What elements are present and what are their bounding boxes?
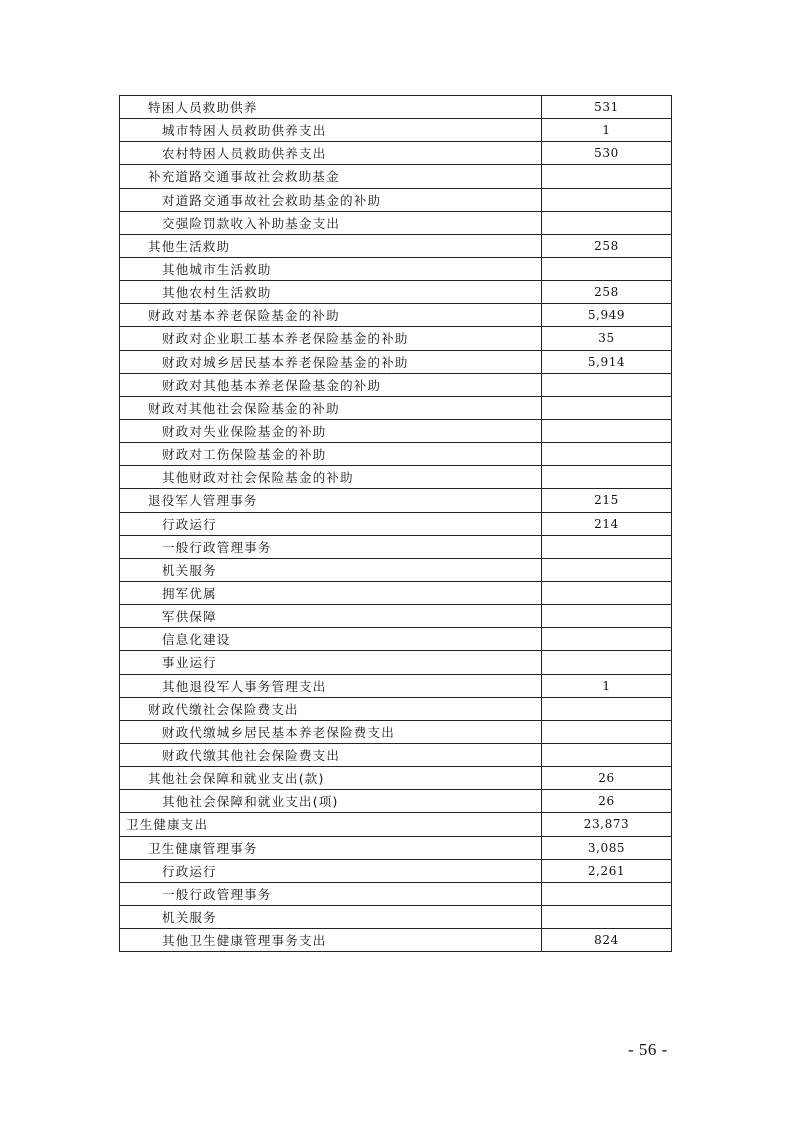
- table-row: [120, 790, 672, 813]
- item-name-cell: 事业运行: [120, 651, 542, 674]
- item-name-cell: 机关服务: [120, 558, 542, 581]
- table-row: [120, 605, 672, 628]
- amount-cell: 824: [542, 929, 672, 952]
- amount-cell: 1: [542, 674, 672, 697]
- amount-cell: [542, 396, 672, 419]
- table-row: [120, 767, 672, 790]
- item-name-cell: 信息化建设: [120, 628, 542, 651]
- item-name-cell: 财政对企业职工基本养老保险基金的补助: [120, 327, 542, 350]
- item-name-cell: 财政对基本养老保险基金的补助: [120, 304, 542, 327]
- item-name-cell: 补充道路交通事故社会救助基金: [120, 165, 542, 188]
- table-row: [120, 466, 672, 489]
- amount-cell: [542, 882, 672, 905]
- table-row: [120, 211, 672, 234]
- table-row: [120, 813, 672, 836]
- item-name-cell: 其他卫生健康管理事务支出: [120, 929, 542, 952]
- amount-cell: 214: [542, 512, 672, 535]
- table-row: [120, 142, 672, 165]
- item-name-cell: 财政对其他基本养老保险基金的补助: [120, 373, 542, 396]
- item-name-cell: 财政对城乡居民基本养老保险基金的补助: [120, 350, 542, 373]
- amount-cell: 1: [542, 119, 672, 142]
- item-name-cell: 财政代缴城乡居民基本养老保险费支出: [120, 720, 542, 743]
- table-row: [120, 905, 672, 928]
- item-name-cell: 拥军优属: [120, 581, 542, 604]
- amount-cell: 26: [542, 790, 672, 813]
- amount-cell: 258: [542, 281, 672, 304]
- table-row: [120, 929, 672, 952]
- amount-cell: [542, 743, 672, 766]
- table-row: [120, 581, 672, 604]
- table-row: [120, 882, 672, 905]
- amount-cell: [542, 419, 672, 442]
- amount-cell: 258: [542, 234, 672, 257]
- amount-cell: [542, 558, 672, 581]
- item-name-cell: 财政代缴社会保险费支出: [120, 697, 542, 720]
- table-row: [120, 188, 672, 211]
- item-name-cell: 退役军人管理事务: [120, 489, 542, 512]
- item-name-cell: 农村特困人员救助供养支出: [120, 142, 542, 165]
- table-row: [120, 489, 672, 512]
- item-name-cell: 财政对其他社会保险基金的补助: [120, 396, 542, 419]
- amount-cell: [542, 905, 672, 928]
- item-name-cell: 其他退役军人事务管理支出: [120, 674, 542, 697]
- item-name-cell: 机关服务: [120, 905, 542, 928]
- item-name-cell: 财政对工伤保险基金的补助: [120, 443, 542, 466]
- table-row: [120, 720, 672, 743]
- item-name-cell: 财政代缴其他社会保险费支出: [120, 743, 542, 766]
- amount-cell: [542, 188, 672, 211]
- item-name-cell: 城市特困人员救助供养支出: [120, 119, 542, 142]
- item-name-cell: 一般行政管理事务: [120, 535, 542, 558]
- table-row: [120, 165, 672, 188]
- item-name-cell: 其他农村生活救助: [120, 281, 542, 304]
- table-row: [120, 535, 672, 558]
- amount-cell: [542, 165, 672, 188]
- amount-cell: 26: [542, 767, 672, 790]
- amount-cell: [542, 535, 672, 558]
- amount-cell: 530: [542, 142, 672, 165]
- item-name-cell: 卫生健康管理事务: [120, 836, 542, 859]
- table-row: [120, 674, 672, 697]
- amount-cell: [542, 720, 672, 743]
- budget-expenditure-table: [119, 95, 672, 952]
- amount-cell: [542, 211, 672, 234]
- page-number: - 56 -: [628, 1040, 668, 1059]
- item-name-cell: 对道路交通事故社会救助基金的补助: [120, 188, 542, 211]
- item-name-cell: 其他城市生活救助: [120, 257, 542, 280]
- table-row: [120, 281, 672, 304]
- amount-cell: [542, 605, 672, 628]
- item-name-cell: 卫生健康支出: [120, 813, 542, 836]
- table-row: [120, 304, 672, 327]
- table-row: [120, 628, 672, 651]
- table-row: [120, 396, 672, 419]
- amount-cell: [542, 581, 672, 604]
- amount-cell: 5,949: [542, 304, 672, 327]
- table-row: [120, 859, 672, 882]
- item-name-cell: 其他财政对社会保险基金的补助: [120, 466, 542, 489]
- table-row: [120, 512, 672, 535]
- table-row: [120, 558, 672, 581]
- table-body: [120, 96, 672, 952]
- table-row: [120, 96, 672, 119]
- table-row: [120, 373, 672, 396]
- amount-cell: [542, 651, 672, 674]
- item-name-cell: 军供保障: [120, 605, 542, 628]
- amount-cell: 23,873: [542, 813, 672, 836]
- table-row: [120, 651, 672, 674]
- table-row: [120, 743, 672, 766]
- item-name-cell: 特困人员救助供养: [120, 96, 542, 119]
- amount-cell: [542, 443, 672, 466]
- amount-cell: [542, 466, 672, 489]
- table-row: [120, 697, 672, 720]
- table-row: [120, 327, 672, 350]
- amount-cell: [542, 257, 672, 280]
- amount-cell: 2,261: [542, 859, 672, 882]
- table-row: [120, 443, 672, 466]
- table-row: [120, 836, 672, 859]
- table-row: [120, 119, 672, 142]
- item-name-cell: 交强险罚款收入补助基金支出: [120, 211, 542, 234]
- amount-cell: [542, 373, 672, 396]
- amount-cell: [542, 697, 672, 720]
- amount-cell: 215: [542, 489, 672, 512]
- item-name-cell: 其他社会保障和就业支出(款): [120, 767, 542, 790]
- amount-cell: 5,914: [542, 350, 672, 373]
- item-name-cell: 行政运行: [120, 512, 542, 535]
- amount-cell: 35: [542, 327, 672, 350]
- item-name-cell: 其他生活救助: [120, 234, 542, 257]
- table-row: [120, 350, 672, 373]
- table-row: [120, 234, 672, 257]
- table-row: [120, 257, 672, 280]
- item-name-cell: 一般行政管理事务: [120, 882, 542, 905]
- table-row: [120, 419, 672, 442]
- amount-cell: 531: [542, 96, 672, 119]
- item-name-cell: 行政运行: [120, 859, 542, 882]
- item-name-cell: 其他社会保障和就业支出(项): [120, 790, 542, 813]
- item-name-cell: 财政对失业保险基金的补助: [120, 419, 542, 442]
- amount-cell: [542, 628, 672, 651]
- amount-cell: 3,085: [542, 836, 672, 859]
